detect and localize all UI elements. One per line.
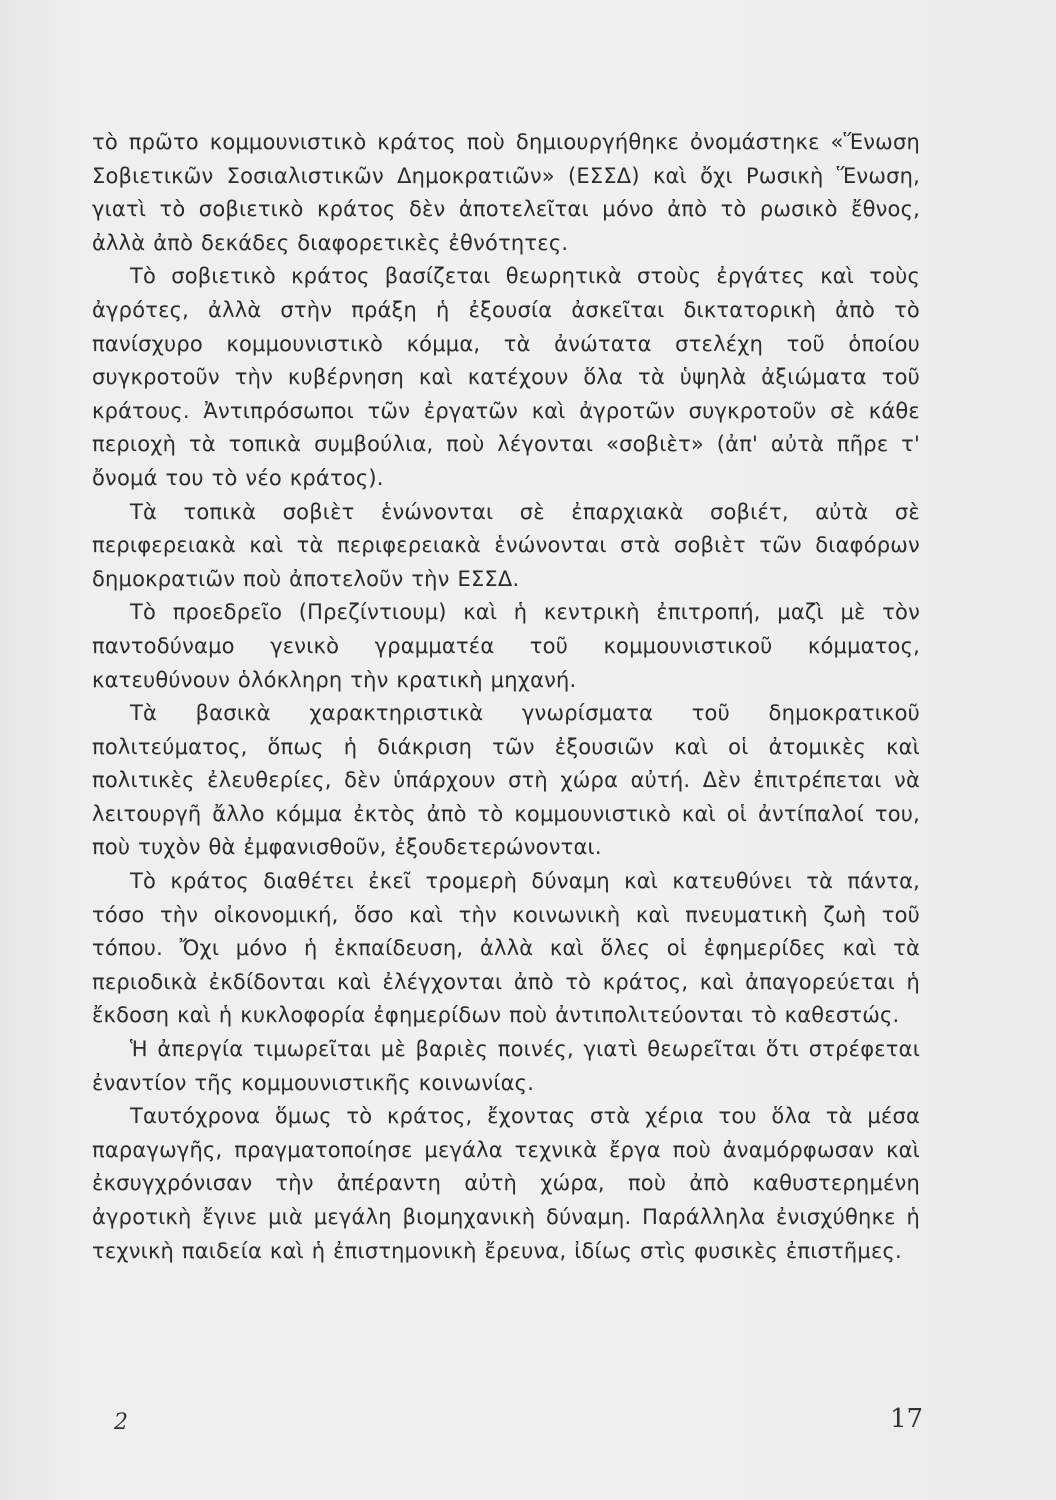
body-text [92, 126, 920, 1268]
paragraph: Τὸ σοβιετικὸ κράτος βασίζεται θεωρητικὰ στοὺς ἐργάτες καὶ τοὺς ἀγρότες, ἀλλὰ στὴν πράξη ἡ ἐξουσία ἀσκεῖται δικτατορικὴ ἀπὸ τὸ πανίσχυρο κομμουνιστικὸ κόμμα, τὰ ἀνώτατα στελέχη τοῦ ὁποίου συγκροτοῦν τὴν κυβέρνηση καὶ κατέχουν ὅλα τὰ ὑψηλὰ ἀξιώματα τοῦ κράτους. Ἀντιπρόσωποι τῶν ἐργατῶν καὶ ἀγροτῶν συγκροτοῦν σὲ κάθε περιοχὴ τὰ τοπικὰ συμβούλια, ποὺ λέγονται «σοβιὲτ» (ἀπ' αὐτὰ πῆρε τ' ὄνομά του τὸ νέο κράτος). [92, 264, 920, 490]
signature-mark: 2 [114, 1410, 128, 1435]
paragraph: Τὸ προεδρεῖο (Πρεζίντιουμ) καὶ ἡ κεντρικὴ ἐπιτροπή, μαζὶ μὲ τὸν παντοδύναμο γενικὸ γραμματέα τοῦ κομμουνιστικοῦ κόμματος, κατευθύνουν ὁλόκληρη τὴν κρατικὴ μηχανή. [92, 600, 920, 692]
paragraph: τὸ πρῶτο κομμουνιστικὸ κράτος ποὺ δημιουργήθηκε ὀνομάστηκε «Ἕνωση Σοβιετικῶν Σοσιαλιστικῶν Δημοκρατιῶν» (ΕΣΣΔ) καὶ ὄχι Ρωσικὴ Ἕνωση, γιατὶ τὸ σοβιετικὸ κράτος δὲν ἀποτελεῖται μόνο ἀπὸ τὸ ρωσικὸ ἔθνος, ἀλλὰ ἀπὸ δεκάδες διαφορετικὲς ἐθνότητες. [92, 130, 920, 255]
paragraph: Τὰ τοπικὰ σοβιὲτ ἑνώνονται σὲ ἐπαρχιακὰ σοβιέτ, αὐτὰ σὲ περιφερειακὰ καὶ τὰ περιφερειακὰ ἑνώνονται στὰ σοβιὲτ τῶν διαφόρων δημοκρατιῶν ποὺ ἀποτελοῦν τὴν ΕΣΣΔ. [92, 499, 920, 591]
paragraph: Τὰ βασικὰ χαρακτηριστικὰ γνωρίσματα τοῦ δημοκρατικοῦ πολιτεύματος, ὅπως ἡ διάκριση τῶν ἐξουσιῶν καὶ οἱ ἀτομικὲς καὶ πολιτικὲς ἐλευθερίες, δὲν ὑπάρχουν στὴ χώρα αὐτή. Δὲν ἐπιτρέπεται νὰ λειτουργῆ ἄλλο κόμμα ἐκτὸς ἀπὸ τὸ κομμουνιστικὸ καὶ οἱ ἀντίπαλοί του, ποὺ τυχὸν θὰ ἐμφανισθοῦν, ἐξουδετερώνονται. [92, 701, 920, 860]
paragraph: Ἡ ἀπεργία τιμωρεῖται μὲ βαριὲς ποινές, γιατὶ θεωρεῖται ὅτι στρέφεται ἐναντίον τῆς κομμουνιστικῆς κοινωνίας. [92, 1037, 920, 1095]
page-number: 17 [890, 1404, 924, 1434]
paragraph: Ταυτόχρονα ὅμως τὸ κράτος, ἔχοντας στὰ χέρια του ὅλα τὰ μέσα παραγωγῆς, πραγματοποίησε μεγάλα τεχνικὰ ἔργα ποὺ ἀναμόρφωσαν καὶ ἐκσυγχρόνισαν τὴν ἀπέραντη αὐτὴ χώρα, ποὺ ἀπὸ καθυστερημένη ἀγροτικὴ ἔγινε μιὰ μεγάλη βιομηχανικὴ δύναμη. Παράλληλα ἐνισχύθηκε ἡ τεχνικὴ παιδεία καὶ ἡ ἐπιστημονικὴ ἔρευνα, ἰδίως στὶς φυσικὲς ἐπιστῆμες. [92, 1104, 920, 1263]
paragraph: Τὸ κράτος διαθέτει ἐκεῖ τρομερὴ δύναμη καὶ κατευθύνει τὰ πάντα, τόσο τὴν οἰκονομική, ὅσο καὶ τὴν κοινωνικὴ καὶ πνευματικὴ ζωὴ τοῦ τόπου. Ὄχι μόνο ἡ ἐκπαίδευση, ἀλλὰ καὶ ὅλες οἱ ἐφημερίδες καὶ τὰ περιοδικὰ ἐκδίδονται καὶ ἐλέγχονται ἀπὸ τὸ κράτος, καὶ ἀπαγορεύεται ἡ ἔκδοση καὶ ἡ κυκλοφορία ἐφημερίδων ποὺ ἀντιπολιτεύονται τὸ καθεστώς. [92, 869, 920, 1028]
